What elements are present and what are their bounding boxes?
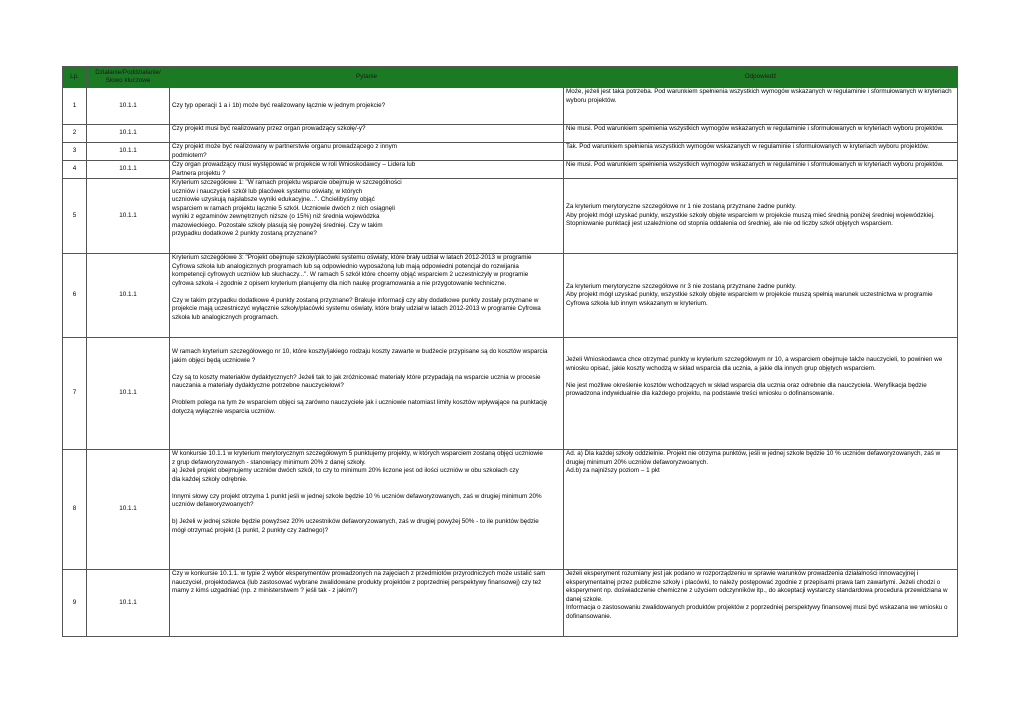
row-pytanie: Czy w konkursie 10.1.1. w typie 2 wybór eksperymentów prowadzonych na zajęciach z przedmiotów przyrodniczych może ustalić sam nauczyciel, projektodawca (lub zastosować wybrane zwalidowane produkty projektów z poprzedniej perspektywy finansowej) czy też mamy z kimś uzgadniać (np. z ministerstwem ? jeśli tak - z jakim?) (170, 570, 564, 637)
row-odpowiedz: Za kryterium merytoryczne szczegółowe nr 1 nie zostaną przyznane żadne punkty. Aby projekt mógł uzyskać punkty, wszystkie szkoły objęte wsparciem w projekcie muszą mieć średnią poniżej średniej wojewódzkiej. Stopniowanie punktacji jest uzależnione od stopnia oddalenia od średniej, ale nie od liczby szkół objętych wsparciem. (564, 179, 958, 254)
row-dzialanie: 10.1.1 (87, 125, 170, 143)
row-dzialanie: 10.1.1 (87, 450, 170, 570)
row-pytanie: Czy typ operacji 1 a i 1b) może być realizowany łącznie w jednym projekcie? (170, 88, 564, 125)
row-lp: 7 (63, 338, 87, 450)
row-pytanie: Kryterium szczegółowe 3: "Projekt obejmuje szkoły/placówki systemu oświaty, które brały udział w latach 2012-2013 w programie Cyfrowa szkoła lub analogicznych programach lub są odpowiednio wyposażoną lub mają odpowiedni potencjał do rozwijania kompetencji cyfrowych uczniów lub słuchaczy...". W ramach 5 szkół które chcemy objąć wsparciem 2 uczestniczyły w programie cyfrowa szkoła -i zgodnie z opisem kryterium planujemy dla nich naukę programowania a nie przygotowanie techniczne. Czy w takim przypadku dodatkowe 4 punkty zostaną przyznane? Brakuje informacji czy aby dodatkowe punkty zostały przyznane w projekcie mają uczestniczyć wyłącznie szkoły/placówki systemu oświaty, które brały udział w latach 2012-2013 w programie Cyfrowa szkoła lub analogicznych programach. (170, 254, 564, 338)
table-row (63, 570, 958, 637)
row-lp: 8 (63, 450, 87, 570)
row-dzialanie: 10.1.1 (87, 254, 170, 338)
table-row (63, 88, 958, 125)
row-dzialanie: 10.1.1 (87, 338, 170, 450)
row-dzialanie: 10.1.1 (87, 570, 170, 637)
row-odpowiedz: Jeżeli eksperyment rozumiany jest jak podano w rozporządzeniu w sprawie warunków prowadzenia działalności innowacyjnej i eksperymentalnej przez publiczne szkoły i placówki, to należy postępować zgodnie z przepisami prawa tam zawartymi. Jeżeli chodzi o eksperyment np. doświadczenie chemiczne z użyciem odczynników itp., do akceptacji wystarczy standardowa procedura przewidziana w danej szkole. Informacja o zastosowaniu zwalidowanych produktów projektów z poprzedniej perspektywy finansowej musi być wskazana we wniosku o dofinansowanie. (564, 570, 958, 637)
row-dzialanie: 10.1.1 (87, 179, 170, 254)
row-lp: 9 (63, 570, 87, 637)
row-lp: 2 (63, 125, 87, 143)
table-row (63, 161, 958, 179)
row-odpowiedz: Ad. a) Dla każdej szkoły oddzielnie. Projekt nie otrzyma punktów, jeśli w jednej szkole będzie 10 % uczniów defaworyzowanych, zaś w drugiej minimum 20% uczniów defaworyzwoanych. Ad.b) za najniższy poziom – 1 pkt (564, 450, 958, 570)
table-row (63, 125, 958, 143)
table-row (63, 143, 958, 161)
header-dzialanie: Działanie/Poddziałanie/ Słowo kluczowe (87, 67, 170, 88)
row-odpowiedz: Nie musi. Pod warunkiem spełnienia wszystkich wymogów wskazanych w regulaminie i sformułowanych w kryteriach wyboru projektów. (564, 161, 958, 179)
row-odpowiedz: Jeżeli Wnioskodawca chce otrzymać punkty w kryterium szczegółowym nr 10, a wsparciem obejmuje także nauczycieli, to powinien we wniosku opisać, jakie koszty wchodzą w skład wsparcia dla ucznia, a jakie dla innych grup objętych wsparciem. Nie jest możliwe określenie kosztów wchodzących w skład wsparcia dla ucznia oraz odrebnie dla nauczyciela. Weryfikacja będzie prowadzona indywidualnie dla każdego projektu, na podstawie treści wniosku o dofinansowanie. (564, 338, 958, 450)
row-pytanie: W konkursie 10.1.1 w kryterium merytorycznym szczegółowym 5 punktujemy projekty, w których wsparciem zostaną objęci uczniowie z grup defaworyzowanych - stanowiący minimum 20% z danej szkoły. a) Jeżeli projekt obejmujemy uczniów dwóch szkół, to czy to minimum 20% liczone jest od ilości uczniów w obu szkołach czy dla każdej szkoły odrębnie. Innymi słowy czy projekt otrzyma 1 punkt jeśli w jednej szkole będzie 10 % uczniów defaworyzowanych, zaś w drugiej minimum 20% uczniów defaworyzwoanych? b) Jeżeli w jednej szkole będzie powyżsez 20% uczestników defaworyzowanych, zaś w drugiej powyżej 50% - to ile punktów będzie mógł otrzymać projekt (1 punkt, 2 punkty czy żadnego)? (170, 450, 564, 570)
header-pytanie: Pytanie (170, 67, 564, 88)
row-lp: 5 (63, 179, 87, 254)
table-row (63, 450, 958, 570)
row-odpowiedz: Może, jeżeli jest taka potrzeba. Pod warunkiem spełnienia wszystkich wymogów wskazanych w regulaminie i sformułowanych w kryteriach wyboru projektów. (564, 88, 958, 125)
row-pytanie: Czy projekt musi być realizowany przez organ prowadzący szkołę/-y? (170, 125, 564, 143)
row-lp: 1 (63, 88, 87, 125)
row-dzialanie: 10.1.1 (87, 88, 170, 125)
row-lp: 4 (63, 161, 87, 179)
row-odpowiedz: Za kryterium merytoryczne szczegółowe nr 3 nie zostaną przyznane żadne punkty. Aby projekt mógł uzyskać punkty, wszystkie szkoły objęte wsparciem w projekcie muszą spełnią warunek uczestnictwa w programie Cyfrowa szkoła lub innym wskazanym w kryterium. (564, 254, 958, 338)
table-row (63, 254, 958, 338)
row-lp: 3 (63, 143, 87, 161)
table-row (63, 338, 958, 450)
row-dzialanie: 10.1.1 (87, 143, 170, 161)
faq-table (62, 66, 958, 637)
row-pytanie: Czy organ prowadzący musi występować w projekcie w roli Wnioskodawcy – Lidera lub Partnera projektu ? (170, 161, 564, 179)
row-pytanie: W ramach kryterium szczegółowego nr 10, które koszty/jakiego rodzaju koszty zawarte w budżecie przypisane są do kosztów wsparcia jakim objęci będą uczniowie ? Czy są to koszty materiałów dydaktycznych? Jeżeli tak to jak zróżnicować materiały które przypadają na wsparcie ucznia w procesie nauczania a materiały dydaktyczne potrzebne nauczycielowi? Problem polega na tym że wsparciem objęci są zarówno nauczyciele jak i uczniowie natomiast limity kosztów wpływające na punktację dotyczą wyłącznie wsparcia uczniów. (170, 338, 564, 450)
row-pytanie: Czy projekt może być realizowany w partnerstwie organu prowadzącego z innym podmiotem? (170, 143, 564, 161)
header-row (63, 67, 958, 88)
row-pytanie: Kryterium szczegółowe 1: "W ramach projektu wsparcie obejmuje w szczególności uczniów i nauczycieli szkół lub placówek systemu oświaty, w których uczniowie uzyskują najsłabsze wyniki edukacyjne...". Chcielibyśmy objąć wsparciem w ramach projektu łącznie 5 szkół. Uczniowie dwóch z nich osiągnęli wyniki z egzaminów zewnętrznych niższe (o 15%) niż średnia wojewódzka mazowieckiego. Pozostałe szkoły plasują się powyżej średniej. Czy w takim przypadku dodatkowe 2 punkty zostaną przyznane? (170, 179, 564, 254)
row-odpowiedz: Nie musi. Pod warunkiem spełnienia wszystkich wymogów wskazanych w regulaminie i sformułowanych w kryteriach wyboru projektów. (564, 125, 958, 143)
row-lp: 6 (63, 254, 87, 338)
table-row (63, 179, 958, 254)
row-odpowiedz: Tak. Pod warunkiem spełnienia wszystkich wymogów wskazanych w regulaminie i sformułowanych w kryteriach wyboru projektów. (564, 143, 958, 161)
row-dzialanie: 10.1.1 (87, 161, 170, 179)
header-lp: Lp. (63, 67, 87, 88)
header-odpowiedz: Odpowiedź (564, 67, 958, 88)
